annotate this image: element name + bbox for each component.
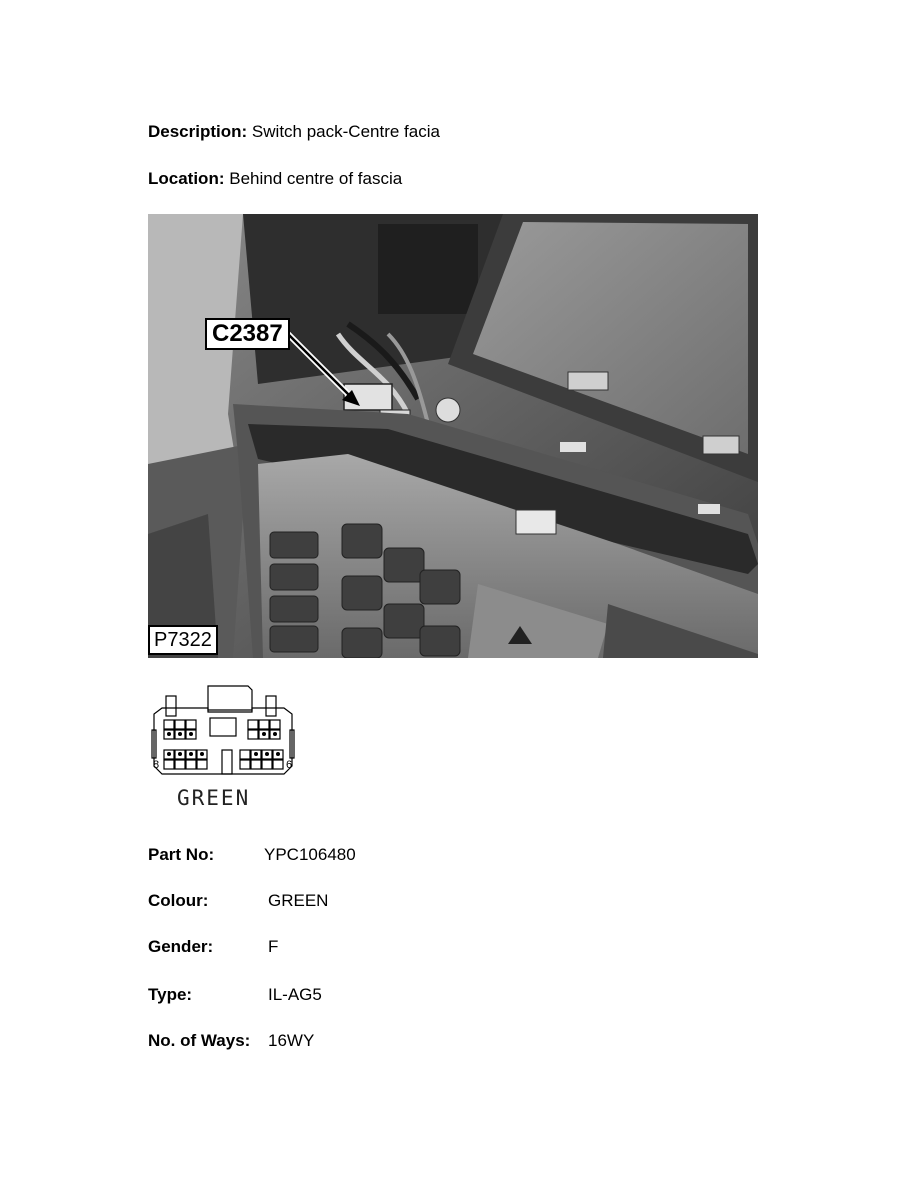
description-label: Description: [148,122,248,141]
part-no-label: Part No: [148,845,215,864]
colour-value: GREEN [268,891,329,910]
gender-value: F [268,937,279,956]
gender-label: Gender: [148,937,214,956]
callout-label: C2387 [205,318,290,350]
location-label: Location: [148,169,225,188]
location-line [148,169,402,189]
part-no-value: YPC106480 [264,845,356,864]
photo-illustration [148,214,758,658]
location-value: Behind centre of fascia [229,169,403,188]
ways-label: No. of Ways: [148,1031,251,1050]
figure-id-label: P7322 [148,625,218,655]
colour-label: Colour: [148,891,209,910]
description-value: Switch pack-Centre facia [251,122,440,141]
component-photo [148,214,758,658]
pin-label-right: 6 [286,759,293,771]
description-line [148,122,440,142]
pin-label-left: 8 [153,759,160,771]
type-label: Type: [148,985,193,1004]
connector-color-label: GREEN [177,786,251,810]
ways-value: 16WY [268,1031,315,1050]
type-value: IL-AG5 [268,985,322,1004]
connector-face-drawing [148,684,298,784]
